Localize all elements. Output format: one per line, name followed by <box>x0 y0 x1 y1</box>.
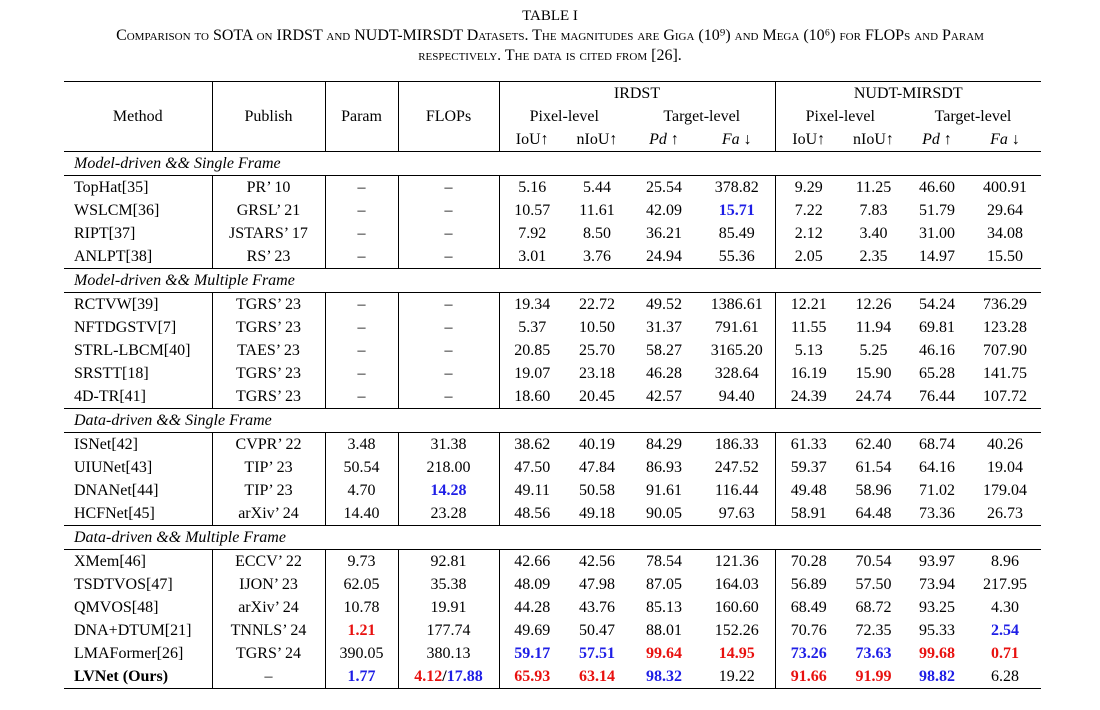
cell-param: 4.70 <box>325 479 398 502</box>
cell-nudt-iou: 58.91 <box>790 505 827 522</box>
cell-flops: – <box>398 316 499 339</box>
cell-irdst-fa: 97.63 <box>699 502 775 526</box>
cell-method: RIPT[37] <box>64 222 212 245</box>
cell-irdst-niou: 50.47 <box>579 622 615 639</box>
cell-irdst-niou: 49.18 <box>579 505 615 522</box>
cell-publish: ECCV’ 22 <box>212 550 325 574</box>
cell-method: SRSTT[18] <box>64 362 212 385</box>
cell-nudt-niou: 91.99 <box>842 665 905 689</box>
cell-nudt-fa: 29.64 <box>987 202 1023 219</box>
cell-nudt-niou: 12.26 <box>855 296 892 313</box>
cell-nudt-fa: 217.95 <box>983 576 1027 593</box>
cell-publish: PR’ 10 <box>212 176 325 200</box>
cell-nudt-iou: 5.13 <box>794 342 823 359</box>
header-irdst-pixel-level: Pixel-level <box>529 108 599 125</box>
cell-nudt-pd: 54.24 <box>919 296 955 313</box>
cell-method: XMem[46] <box>64 550 212 574</box>
cell-irdst-iou: 20.85 <box>514 342 551 359</box>
cell-nudt-niou: 70.54 <box>855 553 892 570</box>
cell-irdst-niou: 8.50 <box>583 225 611 242</box>
cell-param: – <box>325 293 398 317</box>
cell-nudt-niou: 11.25 <box>855 179 892 196</box>
cell-publish: JSTARS’ 17 <box>212 222 325 245</box>
cell-nudt-fa: 179.04 <box>983 482 1027 499</box>
cell-nudt-niou: 72.35 <box>855 622 892 639</box>
cell-nudt-fa: 34.08 <box>987 225 1023 242</box>
cell-param: 390.05 <box>325 642 398 665</box>
cell-irdst-iou: 18.60 <box>514 388 551 405</box>
cell-irdst-fa: 186.33 <box>699 433 775 457</box>
cell-irdst-iou: 49.11 <box>514 482 550 499</box>
cell-irdst-iou: 5.16 <box>518 179 547 196</box>
cell-irdst-niou: 57.51 <box>579 645 615 662</box>
cell-nudt-iou: 24.39 <box>790 388 827 405</box>
cell-flops: 19.91 <box>398 596 499 619</box>
cell-flops: – <box>398 385 499 409</box>
header-nudt-niou: nIoU↑ <box>842 128 905 152</box>
cell-irdst-pd: 49.52 <box>646 296 682 313</box>
cell-nudt-pd: 73.94 <box>919 576 955 593</box>
cell-nudt-fa: 6.28 <box>969 665 1041 689</box>
cell-nudt-iou: 11.55 <box>791 319 827 336</box>
cell-flops: – <box>398 245 499 269</box>
header-irdst-fa: Fa ↓ <box>699 128 775 152</box>
cell-param: – <box>325 339 398 362</box>
cell-nudt-niou: 73.63 <box>855 645 892 662</box>
cell-nudt-fa: 2.54 <box>991 622 1019 639</box>
cell-publish: TGRS’ 23 <box>212 385 325 409</box>
header-irdst: IRDST <box>499 82 775 106</box>
table-row <box>64 642 1041 665</box>
cell-irdst-niou: 25.70 <box>579 342 615 359</box>
cell-nudt-iou: 59.37 <box>790 459 827 476</box>
cell-param: – <box>325 199 398 222</box>
cell-irdst-niou: 11.61 <box>579 202 615 219</box>
cell-nudt-iou: 70.76 <box>790 622 827 639</box>
cell-irdst-pd: 85.13 <box>646 599 682 616</box>
cell-param: – <box>325 385 398 409</box>
cell-nudt-pd: 99.68 <box>919 645 955 662</box>
cell-irdst-fa: 378.82 <box>699 176 775 200</box>
cell-irdst-pd: 88.01 <box>646 622 682 639</box>
cell-irdst-pd: 25.54 <box>646 179 682 196</box>
cell-irdst-niou: 47.84 <box>579 459 615 476</box>
cell-irdst-fa: 152.26 <box>699 619 775 642</box>
table-row <box>64 502 1041 526</box>
cell-nudt-pd: 93.97 <box>919 553 955 570</box>
cell-irdst-iou: 10.57 <box>514 202 551 219</box>
cell-nudt-niou: 11.94 <box>855 319 892 336</box>
cell-flops: 4.12/17.88 <box>398 665 499 689</box>
cell-method: DNANet[44] <box>64 479 212 502</box>
cell-irdst-niou: 23.18 <box>579 365 615 382</box>
cell-method: QMVOS[48] <box>64 596 212 619</box>
cell-irdst-niou: 42.56 <box>579 553 615 570</box>
cell-nudt-pd: 64.16 <box>919 459 955 476</box>
cell-irdst-pd: 86.93 <box>646 459 682 476</box>
cell-irdst-iou: 42.66 <box>514 553 551 570</box>
header-nudt-iou: IoU↑ <box>775 128 842 152</box>
table-row <box>64 573 1041 596</box>
cell-irdst-niou: 20.45 <box>579 388 615 405</box>
cell-nudt-iou: 73.26 <box>790 645 827 662</box>
cell-nudt-pd: 76.44 <box>919 388 955 405</box>
cell-param: 1.21 <box>325 619 398 642</box>
table-row <box>64 222 1041 245</box>
cell-nudt-pd: 46.60 <box>919 179 955 196</box>
cell-irdst-fa: 3165.20 <box>699 339 775 362</box>
cell-publish: TIP’ 23 <box>212 479 325 502</box>
table-row <box>64 176 1041 200</box>
cell-nudt-niou: 3.40 <box>859 225 888 242</box>
cell-irdst-fa: 247.52 <box>699 456 775 479</box>
cell-flops: – <box>398 362 499 385</box>
section-title: Data-driven && Multiple Frame <box>64 526 1041 550</box>
cell-irdst-pd: 78.54 <box>646 553 682 570</box>
cell-irdst-iou: 19.34 <box>514 296 551 313</box>
cell-nudt-pd: 71.02 <box>919 482 955 499</box>
cell-irdst-iou: 44.28 <box>514 599 551 616</box>
cell-flops: 31.38 <box>398 433 499 457</box>
cell-irdst-niou: 50.58 <box>579 482 615 499</box>
cell-irdst-niou: 3.76 <box>583 248 611 265</box>
cell-param: 14.40 <box>325 502 398 526</box>
cell-publish: IJON’ 23 <box>212 573 325 596</box>
cell-irdst-fa: 1386.61 <box>699 293 775 317</box>
cell-flops: 35.38 <box>398 573 499 596</box>
cell-nudt-iou: 16.19 <box>790 365 827 382</box>
cell-irdst-fa: 94.40 <box>699 385 775 409</box>
cell-param: – <box>325 316 398 339</box>
section-header-row <box>64 269 1041 293</box>
header-row-1 <box>64 82 1041 106</box>
cell-nudt-niou: 61.54 <box>855 459 892 476</box>
cell-irdst-fa: 328.64 <box>699 362 775 385</box>
cell-nudt-fa: 123.28 <box>983 319 1027 336</box>
cell-flops: 23.28 <box>398 502 499 526</box>
cell-publish: arXiv’ 24 <box>212 502 325 526</box>
table-row <box>64 385 1041 409</box>
cell-nudt-iou: 7.22 <box>794 202 823 219</box>
header-nudt-mirsdt: NUDT-MIRSDT <box>775 82 1041 106</box>
cell-nudt-fa: 141.75 <box>983 365 1027 382</box>
cell-irdst-pd: 58.27 <box>646 342 682 359</box>
cell-irdst-iou: 49.69 <box>514 622 551 639</box>
table-row <box>64 339 1041 362</box>
table-row <box>64 433 1041 457</box>
cell-method: RCTVW[39] <box>64 293 212 317</box>
table-label: TABLE I <box>522 8 578 24</box>
cell-irdst-iou: 5.37 <box>518 319 547 336</box>
cell-irdst-iou: 65.93 <box>499 665 565 689</box>
table-row <box>64 316 1041 339</box>
cell-param: – <box>325 245 398 269</box>
cell-param: – <box>325 222 398 245</box>
cell-irdst-fa: 160.60 <box>699 596 775 619</box>
header-method: Method <box>64 82 212 152</box>
cell-nudt-pd: 51.79 <box>919 202 955 219</box>
cell-irdst-pd: 24.94 <box>646 248 682 265</box>
section-header-row <box>64 409 1041 433</box>
header-irdst-target-level: Target-level <box>629 105 775 128</box>
table-row <box>64 479 1041 502</box>
cell-nudt-niou: 57.50 <box>855 576 892 593</box>
cell-nudt-iou: 49.48 <box>790 482 827 499</box>
section-title: Data-driven && Single Frame <box>64 409 1041 433</box>
cell-param: – <box>325 362 398 385</box>
cell-nudt-fa: 400.91 <box>983 179 1027 196</box>
cell-method: DNA+DTUM[21] <box>64 619 212 642</box>
cell-irdst-fa: 85.49 <box>699 222 775 245</box>
cell-nudt-iou: 61.33 <box>790 436 827 453</box>
cell-irdst-fa: 15.71 <box>699 199 775 222</box>
cell-irdst-pd: 87.05 <box>646 576 682 593</box>
cell-nudt-fa: 736.29 <box>983 296 1027 313</box>
cell-method: ANLPT[38] <box>64 245 212 269</box>
cell-irdst-niou: 43.76 <box>579 599 615 616</box>
cell-method: HCFNet[45] <box>64 502 212 526</box>
cell-nudt-iou: 68.49 <box>790 599 827 616</box>
header-flops: FLOPs <box>398 82 499 152</box>
cell-nudt-fa: 4.30 <box>991 599 1019 616</box>
cell-nudt-niou: 24.74 <box>855 388 892 405</box>
cell-nudt-pd: 68.74 <box>919 436 955 453</box>
comparison-table <box>64 81 1041 689</box>
header-publish: Publish <box>212 82 325 152</box>
cell-irdst-iou: 48.56 <box>514 505 551 522</box>
cell-irdst-pd: 42.57 <box>646 388 682 405</box>
cell-param: 10.78 <box>325 596 398 619</box>
cell-irdst-niou: 5.44 <box>583 179 611 196</box>
cell-irdst-fa: 19.22 <box>699 665 775 689</box>
header-irdst-pd: Pd ↑ <box>629 128 699 152</box>
cell-irdst-iou: 7.92 <box>518 225 547 242</box>
cell-publish: TGRS’ 23 <box>212 362 325 385</box>
cell-irdst-pd: 91.61 <box>646 482 682 499</box>
cell-method: UIUNet[43] <box>64 456 212 479</box>
cell-publish: TGRS’ 23 <box>212 293 325 317</box>
table-row <box>64 596 1041 619</box>
table-row <box>64 456 1041 479</box>
cell-nudt-pd: 46.16 <box>919 342 955 359</box>
cell-irdst-pd: 42.09 <box>646 202 682 219</box>
cell-nudt-fa: 707.90 <box>983 342 1027 359</box>
cell-irdst-iou: 38.62 <box>514 436 551 453</box>
cell-nudt-iou: 2.12 <box>794 225 823 242</box>
cell-nudt-niou: 62.40 <box>855 436 892 453</box>
table-row <box>64 619 1041 642</box>
cell-method: TSDTVOS[47] <box>64 573 212 596</box>
header-nudt-pd: Pd ↑ <box>905 128 969 152</box>
cell-nudt-iou: 9.29 <box>794 179 823 196</box>
header-irdst-iou: IoU↑ <box>499 128 565 152</box>
cell-nudt-fa: 107.72 <box>983 388 1027 405</box>
cell-nudt-fa: 19.04 <box>987 459 1023 476</box>
cell-irdst-fa: 55.36 <box>699 245 775 269</box>
cell-nudt-pd: 98.82 <box>905 665 969 689</box>
cell-nudt-iou: 12.21 <box>790 296 827 313</box>
cell-publish: TNNLS’ 24 <box>212 619 325 642</box>
cell-irdst-pd: 84.29 <box>646 436 682 453</box>
cell-irdst-niou: 10.50 <box>579 319 615 336</box>
cell-publish: GRSL’ 21 <box>212 199 325 222</box>
cell-nudt-niou: 7.83 <box>859 202 888 219</box>
cell-nudt-iou: 70.28 <box>790 553 827 570</box>
table-caption <box>0 6 1100 66</box>
cell-param: 50.54 <box>325 456 398 479</box>
cell-nudt-pd: 93.25 <box>919 599 955 616</box>
cell-irdst-pd: 99.64 <box>646 645 682 662</box>
cell-flops: – <box>398 339 499 362</box>
cell-nudt-pd: 73.36 <box>919 505 955 522</box>
cell-method: TopHat[35] <box>64 176 212 200</box>
cell-irdst-pd: 98.32 <box>629 665 699 689</box>
caption-line-1: Comparison to SOTA on IRDST and NUDT-MIRSDT Datasets. The magnitudes are Giga (10⁹) and Mega (10⁶) for FLOPs and Param <box>116 27 984 44</box>
cell-publish: RS’ 23 <box>212 245 325 269</box>
cell-nudt-fa: 0.71 <box>991 645 1019 662</box>
cell-flops: – <box>398 199 499 222</box>
cell-nudt-niou: 15.90 <box>855 365 892 382</box>
cell-irdst-niou: 47.98 <box>579 576 615 593</box>
cell-irdst-iou: 59.17 <box>514 645 551 662</box>
cell-publish: arXiv’ 24 <box>212 596 325 619</box>
cell-irdst-iou: 47.50 <box>514 459 551 476</box>
cell-irdst-fa: 14.95 <box>699 642 775 665</box>
cell-irdst-pd: 36.21 <box>646 225 682 242</box>
cell-irdst-pd: 90.05 <box>646 505 682 522</box>
cell-nudt-fa: 8.96 <box>991 553 1019 570</box>
cell-flops: 218.00 <box>398 456 499 479</box>
table-row <box>64 665 1041 689</box>
cell-nudt-pd: 95.33 <box>919 622 955 639</box>
section-header-row <box>64 152 1041 176</box>
cell-nudt-fa: 40.26 <box>987 436 1023 453</box>
cell-nudt-niou: 68.72 <box>855 599 892 616</box>
cell-flops: – <box>398 222 499 245</box>
cell-irdst-pd: 46.28 <box>646 365 682 382</box>
header-nudt-target-level: Target-level <box>934 108 1012 125</box>
cell-nudt-pd: 14.97 <box>919 248 955 265</box>
cell-param: 62.05 <box>325 573 398 596</box>
cell-nudt-niou: 64.48 <box>855 505 892 522</box>
table-row <box>64 245 1041 269</box>
cell-method: LMAFormer[26] <box>64 642 212 665</box>
cell-publish: TIP’ 23 <box>212 456 325 479</box>
header-nudt-fa: Fa ↓ <box>969 128 1041 152</box>
cell-nudt-fa: 15.50 <box>987 248 1023 265</box>
cell-irdst-fa: 791.61 <box>699 316 775 339</box>
cell-method: WSLCM[36] <box>64 199 212 222</box>
cell-irdst-fa: 116.44 <box>699 479 775 502</box>
cell-publish: CVPR’ 22 <box>212 433 325 457</box>
cell-method: 4D-TR[41] <box>64 385 212 409</box>
cell-irdst-fa: 121.36 <box>699 550 775 574</box>
cell-flops: 92.81 <box>398 550 499 574</box>
cell-nudt-fa: 26.73 <box>987 505 1023 522</box>
cell-irdst-niou: 22.72 <box>579 296 615 313</box>
cell-method: STRL-LBCM[40] <box>64 339 212 362</box>
cell-irdst-niou: 63.14 <box>565 665 629 689</box>
section-header-row <box>64 526 1041 550</box>
cell-flops: – <box>398 293 499 317</box>
cell-publish: – <box>212 665 325 689</box>
cell-method: NFTDGSTV[7] <box>64 316 212 339</box>
cell-irdst-pd: 31.37 <box>646 319 682 336</box>
header-param: Param <box>325 82 398 152</box>
cell-nudt-iou: 56.89 <box>790 576 827 593</box>
cell-flops: 14.28 <box>398 479 499 502</box>
table-row <box>64 293 1041 317</box>
header-irdst-niou: nIoU↑ <box>565 128 629 152</box>
cell-param: – <box>325 176 398 200</box>
cell-irdst-niou: 40.19 <box>579 436 615 453</box>
cell-nudt-iou: 2.05 <box>794 248 823 265</box>
table-row <box>64 550 1041 574</box>
cell-irdst-iou: 3.01 <box>518 248 547 265</box>
cell-param: 3.48 <box>325 433 398 457</box>
cell-flops: 380.13 <box>398 642 499 665</box>
cell-irdst-iou: 48.09 <box>514 576 551 593</box>
section-title: Model-driven && Single Frame <box>64 152 1041 176</box>
cell-nudt-pd: 31.00 <box>919 225 955 242</box>
table-row <box>64 362 1041 385</box>
section-title: Model-driven && Multiple Frame <box>64 269 1041 293</box>
cell-param: 1.77 <box>325 665 398 689</box>
cell-nudt-niou: 5.25 <box>859 342 888 359</box>
header-nudt-pixel-level: Pixel-level <box>805 108 875 125</box>
cell-flops: 177.74 <box>398 619 499 642</box>
cell-irdst-fa: 164.03 <box>699 573 775 596</box>
cell-publish: TGRS’ 23 <box>212 316 325 339</box>
cell-nudt-niou: 58.96 <box>855 482 892 499</box>
table-row <box>64 199 1041 222</box>
cell-publish: TGRS’ 24 <box>212 642 325 665</box>
cell-nudt-pd: 69.81 <box>919 319 955 336</box>
cell-publish: TAES’ 23 <box>212 339 325 362</box>
cell-param: 9.73 <box>325 550 398 574</box>
cell-flops: – <box>398 176 499 200</box>
cell-method: LVNet (Ours) <box>64 665 212 689</box>
caption-line-2: respectively. The data is cited from [26]. <box>418 47 682 64</box>
cell-nudt-iou: 91.66 <box>775 665 842 689</box>
cell-nudt-pd: 65.28 <box>919 365 955 382</box>
cell-nudt-niou: 2.35 <box>859 248 888 265</box>
cell-method: ISNet[42] <box>64 433 212 457</box>
cell-irdst-iou: 19.07 <box>514 365 551 382</box>
